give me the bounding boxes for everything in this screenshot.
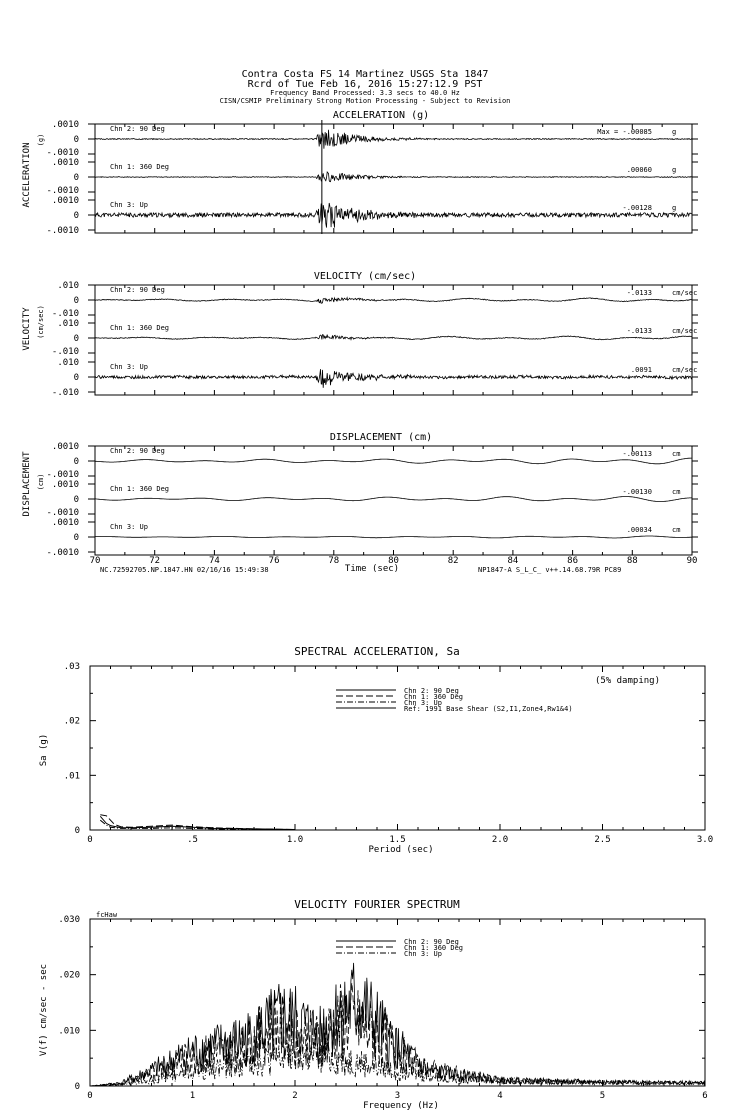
peak-value: -.00130 [622,488,652,496]
ytick-label: -.0010 [46,508,79,518]
spectral-ylabel: Sa (g) [39,733,49,767]
peak-unit: cm [672,488,681,496]
xtick-label: 2.0 [491,835,509,845]
xtick-label: 5 [599,1091,606,1101]
peak-unit: cm/sec [672,366,698,374]
ytick-label: 0 [74,1082,80,1092]
xtick-label: 80 [388,556,399,566]
peak-unit: cm/sec [672,327,698,335]
peak-unit: g [672,204,677,212]
acceleration-panel [22,110,698,236]
ytick-label: .010 [58,1026,80,1037]
ytick-label: 0 [73,135,79,145]
ytick-label: .01 [63,771,80,782]
channel-label: Chn 1: 360 Deg [110,485,170,493]
ytick-label: 0 [73,296,79,306]
ytick-label: -.0010 [46,148,79,158]
fourier-spectrum-panel [39,898,708,1111]
ytick-label: .0010 [51,480,79,490]
peak-value: .00034 [626,526,652,534]
ytick-label: .030 [58,915,80,925]
footer-left: NC.72592705.NP.1847.HN 02/16/16 15:49:38 [100,566,269,574]
processing-note: CISN/CSMIP Preliminary Strong Motion Processing - Subject to Revision [219,97,511,105]
channel-label: Chn 3: Up [110,363,148,371]
ytick-label: 0 [73,211,79,221]
velocity-title: VELOCITY (cm/sec) [313,271,417,282]
ytick-label: .010 [57,281,79,291]
xtick-label: 3.0 [696,835,714,845]
legend-label: Chn 3: Up [404,699,442,707]
fourier-title: VELOCITY FOURIER SPECTRUM [294,898,460,911]
legend-label: Chn 2: 90 Deg [404,938,459,946]
xtick-label: 86 [567,556,579,566]
channel-trace [95,335,692,340]
damping-note: (5% damping) [594,676,660,686]
ytick-label: -.010 [51,388,79,398]
legend-label: Chn 1: 360 Deg [404,944,464,952]
footer-right: NP1847-A S_L_C_ v++.14.68.79R PC89 [478,566,622,574]
ytick-label: .0010 [51,196,79,206]
channel-trace [95,458,692,464]
channel-trace [95,536,692,538]
xtick-label: 2 [292,1091,298,1101]
peak-unit: g [672,166,677,174]
legend-label: Chn 1: 360 Deg [404,693,464,701]
acceleration-ylabel: ACCELERATION [22,142,32,208]
acceleration-yunit: (g) [37,133,45,147]
ytick-label: -.0010 [46,470,79,480]
ytick-label: 0 [73,533,79,543]
ytick-label: 0 [74,826,80,836]
ytick-label: .02 [63,716,80,727]
ytick-label: 0 [73,373,79,383]
displacement-frame [95,446,692,555]
ytick-label: 0 [73,173,79,183]
xtick-label: 82 [447,556,459,566]
acceleration-title: ACCELERATION (g) [332,110,430,121]
channel-trace [95,497,692,502]
xtick-label: 0 [87,835,93,845]
xtick-label: 0 [87,1091,93,1101]
spectral-frame [90,666,705,830]
ytick-label: -.0010 [46,548,79,558]
peak-value: .00060 [626,166,652,174]
legend-label: Chn 3: Up [404,950,442,958]
ytick-label: .020 [58,970,80,981]
spectral-xlabel: Period (sec) [368,845,434,855]
xtick-label: 1.0 [286,835,304,845]
fourier-corner-label: fcHaw [96,911,118,919]
xtick-label: 88 [626,556,638,566]
spectral-title: SPECTRAL ACCELERATION, Sa [294,645,460,658]
fourier-xlabel: Frequency (Hz) [363,1101,439,1111]
xtick-label: 6 [702,1091,708,1101]
xtick-label: 4 [497,1091,503,1101]
peak-value: -.00128 [622,204,652,212]
xtick-label: 1 [189,1091,196,1101]
ytick-label: -.010 [51,309,79,319]
ytick-label: -.0010 [46,186,79,196]
ytick-label: .0010 [51,158,79,168]
ytick-label: .0010 [51,518,79,528]
peak-value: .0091 [630,366,652,374]
xtick-label: 76 [268,556,280,566]
channel-label: Chn 1: 360 Deg [110,324,170,332]
ytick-label: 0 [73,495,79,505]
xtick-label: 70 [89,556,101,566]
channel-label: Chn 2: 90 Deg [110,447,165,455]
record-time: Rcrd of Tue Feb 16, 2016 15:27:12.9 PST [247,79,483,90]
velocity-frame [95,285,692,395]
fourier-ylabel: V(f) cm/sec - sec [39,963,49,1057]
xtick-label: .5 [187,835,198,845]
channel-label: Chn 3: Up [110,523,148,531]
xtick-label: 2.5 [594,835,611,845]
velocity-yunit: (cm/sec) [37,305,45,339]
channel-trace [95,369,692,388]
peak-value: Max = -.00085 [597,128,652,136]
frequency-band: Frequency Band Processed: 3.3 secs to 40.0 Hz [270,89,460,97]
channel-label: Chn 2: 90 Deg [110,125,165,133]
channel-trace [95,172,692,182]
channel-trace [95,203,692,228]
peak-unit: cm [672,450,681,458]
legend-label: Chn 2: 90 Deg [404,687,459,695]
displacement-panel [22,124,698,574]
peak-unit: g [672,128,677,136]
ytick-label: 0 [73,334,79,344]
channel-label: Chn 2: 90 Deg [110,286,165,294]
ytick-label: .0010 [51,442,79,452]
ytick-label: .010 [57,319,79,329]
ytick-label: .03 [63,662,80,672]
xtick-label: 1.5 [389,835,406,845]
peak-unit: cm [672,526,681,534]
ytick-label: -.0010 [46,226,79,236]
ytick-label: 0 [73,457,79,467]
xtick-label: 90 [686,556,698,566]
displacement-title: DISPLACEMENT (cm) [329,432,433,443]
xtick-label: 78 [328,556,340,566]
velocity-ylabel: VELOCITY [22,307,32,351]
channel-label: Chn 3: Up [110,201,148,209]
time-axis-label: Time (sec) [344,564,400,574]
ytick-label: -.010 [51,347,79,357]
xtick-label: 84 [507,556,519,566]
ytick-label: .010 [57,358,79,368]
station-title: Contra Costa FS 14 Martinez USGS Sta 1847 [241,69,489,80]
ytick-label: .0010 [51,120,79,130]
xtick-label: 3 [394,1091,401,1101]
series-line [100,815,295,830]
legend-label: Ref: 1991 Base Shear (S2,I1,Zone4,Rw1&4) [404,705,573,713]
xtick-label: 72 [149,556,161,566]
displacement-yunit: (cm) [37,473,45,491]
peak-value: -.0133 [626,327,652,335]
peak-unit: cm/sec [672,289,698,297]
displacement-ylabel: DISPLACEMENT [22,451,32,517]
peak-value: -.0133 [626,289,652,297]
channel-label: Chn 1: 360 Deg [110,163,170,171]
peak-value: -.00113 [622,450,652,458]
xtick-label: 74 [208,556,220,566]
spectral-acceleration-panel [39,645,713,855]
channel-trace [95,298,692,304]
